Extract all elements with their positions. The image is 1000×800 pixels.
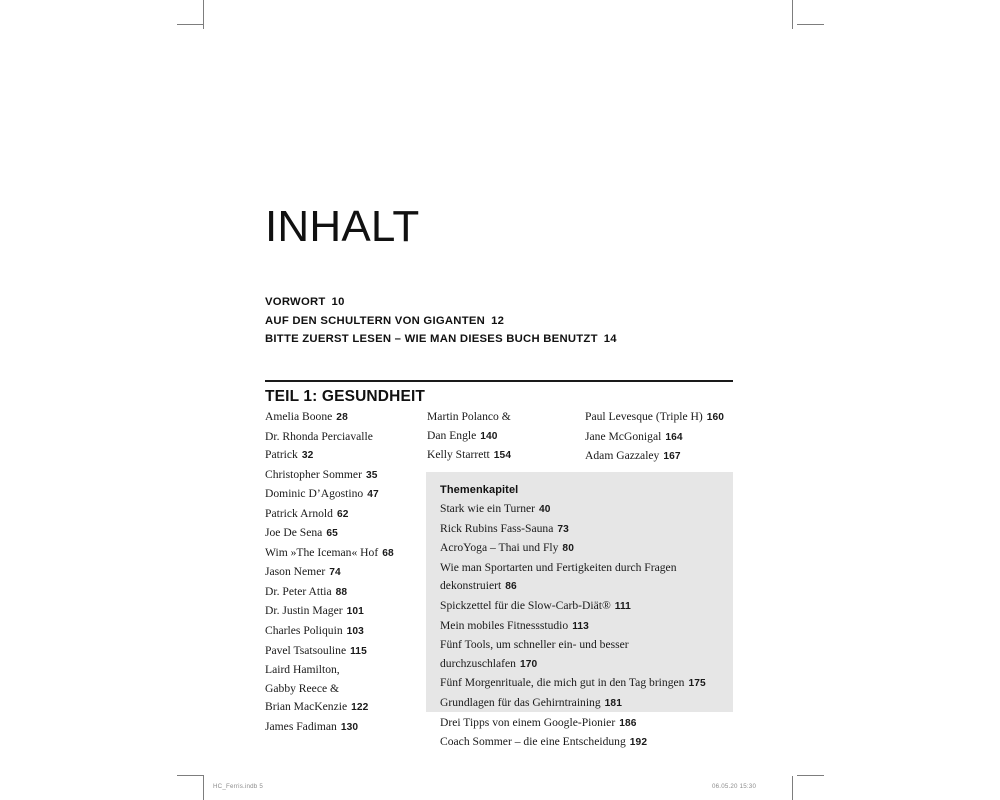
contributor-page: 130 bbox=[340, 721, 359, 733]
contributor-name: Adam Gazzaley bbox=[585, 449, 660, 463]
contributor-name: Paul Levesque (Triple H) bbox=[585, 410, 703, 423]
contributor-page: 140 bbox=[480, 430, 498, 442]
part-title: TEIL 1: GESUNDHEIT bbox=[265, 387, 426, 405]
front-matter-page: 14 bbox=[603, 333, 617, 346]
contributor-page: 160 bbox=[706, 412, 725, 423]
contributor-page: 103 bbox=[346, 626, 364, 638]
themenkapitel-label: Stark wie ein Turner bbox=[440, 502, 535, 515]
footer-slug-left: HC_Ferris.indb 5 bbox=[213, 783, 263, 790]
contributor-entry bbox=[265, 642, 427, 662]
contributor-name: Dr. Rhonda Perciavalle bbox=[265, 429, 373, 443]
contributor-page: 88 bbox=[335, 586, 348, 598]
contributor-name: Dan Engle bbox=[427, 428, 477, 442]
footer-slug-right: 06.05.20 15:30 bbox=[712, 783, 757, 790]
contributor-entry bbox=[427, 427, 585, 447]
themenkapitel-page: 186 bbox=[619, 717, 637, 729]
front-matter-item bbox=[265, 293, 735, 312]
contributor-name: Christopher Sommer bbox=[265, 467, 362, 481]
front-matter-label: VORWORT bbox=[265, 296, 326, 308]
contributor-entry bbox=[265, 583, 427, 603]
themenkapitel-page: 192 bbox=[629, 737, 648, 749]
contributor-name: Wim »The Iceman« Hof bbox=[265, 545, 379, 559]
contributor-name: Jane McGonigal bbox=[585, 429, 662, 443]
themenkapitel-title: Themenkapitel bbox=[440, 484, 519, 496]
contributor-name: Kelly Starrett bbox=[427, 448, 490, 462]
themenkapitel-page: 181 bbox=[604, 697, 622, 709]
contributor-entry bbox=[265, 446, 427, 466]
contributor-page: 65 bbox=[326, 528, 338, 540]
themenkapitel-entry bbox=[440, 597, 719, 617]
contributor-page: 122 bbox=[351, 702, 369, 714]
themenkapitel-label: Rick Rubins Fass-Sauna bbox=[440, 521, 554, 535]
front-matter-page: 12 bbox=[491, 314, 505, 327]
contributor-entry bbox=[265, 622, 427, 642]
themenkapitel-page: 80 bbox=[562, 543, 574, 555]
contributor-name: Pavel Tsatsouline bbox=[265, 643, 347, 657]
contributor-name: Patrick bbox=[265, 448, 298, 462]
contributor-entry bbox=[585, 408, 745, 428]
contributor-entry bbox=[427, 408, 585, 427]
crop-mark-bottom-left-horizontal bbox=[177, 775, 204, 776]
crop-mark-top-right-vertical bbox=[792, 0, 793, 29]
themenkapitel-entry bbox=[440, 617, 719, 637]
crop-mark-top-right-horizontal bbox=[797, 24, 824, 25]
contributor-name: Gabby Reece & bbox=[265, 681, 340, 695]
front-matter-page: 10 bbox=[331, 296, 345, 308]
themenkapitel-page: 111 bbox=[614, 600, 631, 612]
contributor-name: Jason Nemer bbox=[265, 565, 326, 579]
themenkapitel-entry bbox=[440, 636, 719, 674]
contributor-entry bbox=[265, 718, 427, 738]
contributor-entry bbox=[427, 446, 585, 466]
themenkapitel-label: Fünf Morgenrituale, die mich gut in den Tag bringen bbox=[440, 676, 685, 690]
contributor-entry bbox=[265, 563, 427, 583]
contributor-name: Laird Hamilton, bbox=[265, 663, 340, 677]
contributor-page: 62 bbox=[336, 508, 349, 520]
contributor-column-3 bbox=[585, 408, 745, 467]
contributor-entry bbox=[585, 447, 745, 467]
contributor-name: Charles Poliquin bbox=[265, 624, 343, 638]
front-matter-list bbox=[265, 293, 735, 349]
contributor-entry bbox=[265, 505, 427, 525]
contributor-name: James Fadiman bbox=[265, 719, 337, 733]
toc-content bbox=[265, 202, 735, 406]
themenkapitel-entry bbox=[440, 559, 719, 597]
themenkapitel-page: 113 bbox=[572, 620, 589, 632]
themenkapitel-page: 175 bbox=[688, 678, 706, 690]
crop-mark-bottom-right-horizontal bbox=[797, 775, 824, 776]
contributor-entry bbox=[265, 466, 427, 486]
contributor-page: 154 bbox=[493, 450, 512, 462]
contributor-entry bbox=[265, 661, 427, 680]
themenkapitel-label: Drei Tipps von einem Google-Pionier bbox=[440, 715, 616, 729]
themenkapitel-entry bbox=[440, 733, 719, 753]
contributor-entry bbox=[585, 428, 745, 448]
themenkapitel-label: Grundlagen für das Gehirntraining bbox=[440, 695, 601, 709]
contributor-name: Martin Polanco & bbox=[427, 410, 511, 423]
front-matter-item bbox=[265, 330, 735, 349]
front-matter-label: BITTE ZUERST LESEN – WIE MAN DIESES BUCH BENUTZT bbox=[265, 333, 598, 346]
contributor-page: 101 bbox=[346, 606, 364, 618]
contributor-entry bbox=[265, 698, 427, 718]
page-title: INHALT bbox=[265, 202, 420, 251]
themenkapitel-panel bbox=[426, 472, 733, 749]
crop-mark-top-left-vertical bbox=[203, 0, 204, 29]
themenkapitel-label: Fünf Tools, um schneller ein- und besser durchzuschlafen bbox=[440, 638, 629, 670]
contributor-name: Brian MacKenzie bbox=[265, 700, 348, 714]
contributor-entry bbox=[265, 485, 427, 505]
contributor-page: 35 bbox=[365, 469, 378, 481]
themenkapitel-list bbox=[440, 500, 719, 753]
contributor-page: 68 bbox=[382, 547, 394, 559]
contributor-entry bbox=[265, 428, 427, 447]
contributor-entry bbox=[265, 602, 427, 622]
themenkapitel-label: Mein mobiles Fitnessstudio bbox=[440, 618, 569, 632]
contributor-entry bbox=[265, 408, 427, 428]
themenkapitel-page: 40 bbox=[539, 504, 551, 515]
themenkapitel-label: Wie man Sportarten und Fertigkeiten durch Fragen dekonstruiert bbox=[440, 560, 677, 593]
crop-mark-bottom-left-vertical bbox=[203, 776, 204, 800]
contributor-page: 115 bbox=[350, 645, 367, 657]
contributor-entry bbox=[265, 524, 427, 544]
contributor-name: Joe De Sena bbox=[265, 526, 323, 540]
crop-mark-top-left-horizontal bbox=[177, 24, 204, 25]
contributor-name: Dominic D’Agostino bbox=[265, 487, 364, 501]
contributor-name: Patrick Arnold bbox=[265, 506, 333, 520]
crop-mark-bottom-right-vertical bbox=[792, 776, 793, 800]
themenkapitel-entry bbox=[440, 539, 719, 559]
contributor-name: Dr. Peter Attia bbox=[265, 584, 332, 598]
contributor-page: 164 bbox=[665, 431, 683, 443]
themenkapitel-entry bbox=[440, 520, 719, 540]
contributor-page: 32 bbox=[301, 450, 314, 462]
contributor-name: Amelia Boone bbox=[265, 410, 333, 423]
themenkapitel-page: 73 bbox=[557, 523, 569, 535]
themenkapitel-entry bbox=[440, 500, 719, 520]
contributor-page: 47 bbox=[367, 489, 379, 501]
front-matter-label: AUF DEN SCHULTERN VON GIGANTEN bbox=[265, 314, 486, 327]
part-divider-rule bbox=[265, 380, 733, 382]
themenkapitel-label: Spickzettel für die Slow-Carb-Diät® bbox=[440, 598, 611, 612]
themenkapitel-page: 86 bbox=[505, 581, 517, 593]
contributor-entry bbox=[265, 680, 427, 699]
themenkapitel-label: Coach Sommer – die eine Entscheidung bbox=[440, 735, 626, 749]
contributor-page: 74 bbox=[329, 567, 341, 579]
contributor-page: 167 bbox=[663, 451, 681, 463]
themenkapitel-entry bbox=[440, 694, 719, 714]
contributor-column-2 bbox=[427, 408, 585, 466]
themenkapitel-label: AcroYoga – Thai und Fly bbox=[440, 541, 559, 555]
themenkapitel-entry bbox=[440, 674, 719, 694]
themenkapitel-page: 170 bbox=[519, 658, 538, 670]
front-matter-item bbox=[265, 312, 735, 331]
contributor-entry bbox=[265, 544, 427, 564]
contributor-column-1 bbox=[265, 408, 427, 737]
themenkapitel-entry bbox=[440, 714, 719, 734]
contributor-page: 28 bbox=[336, 412, 348, 423]
contributor-name: Dr. Justin Mager bbox=[265, 604, 343, 618]
